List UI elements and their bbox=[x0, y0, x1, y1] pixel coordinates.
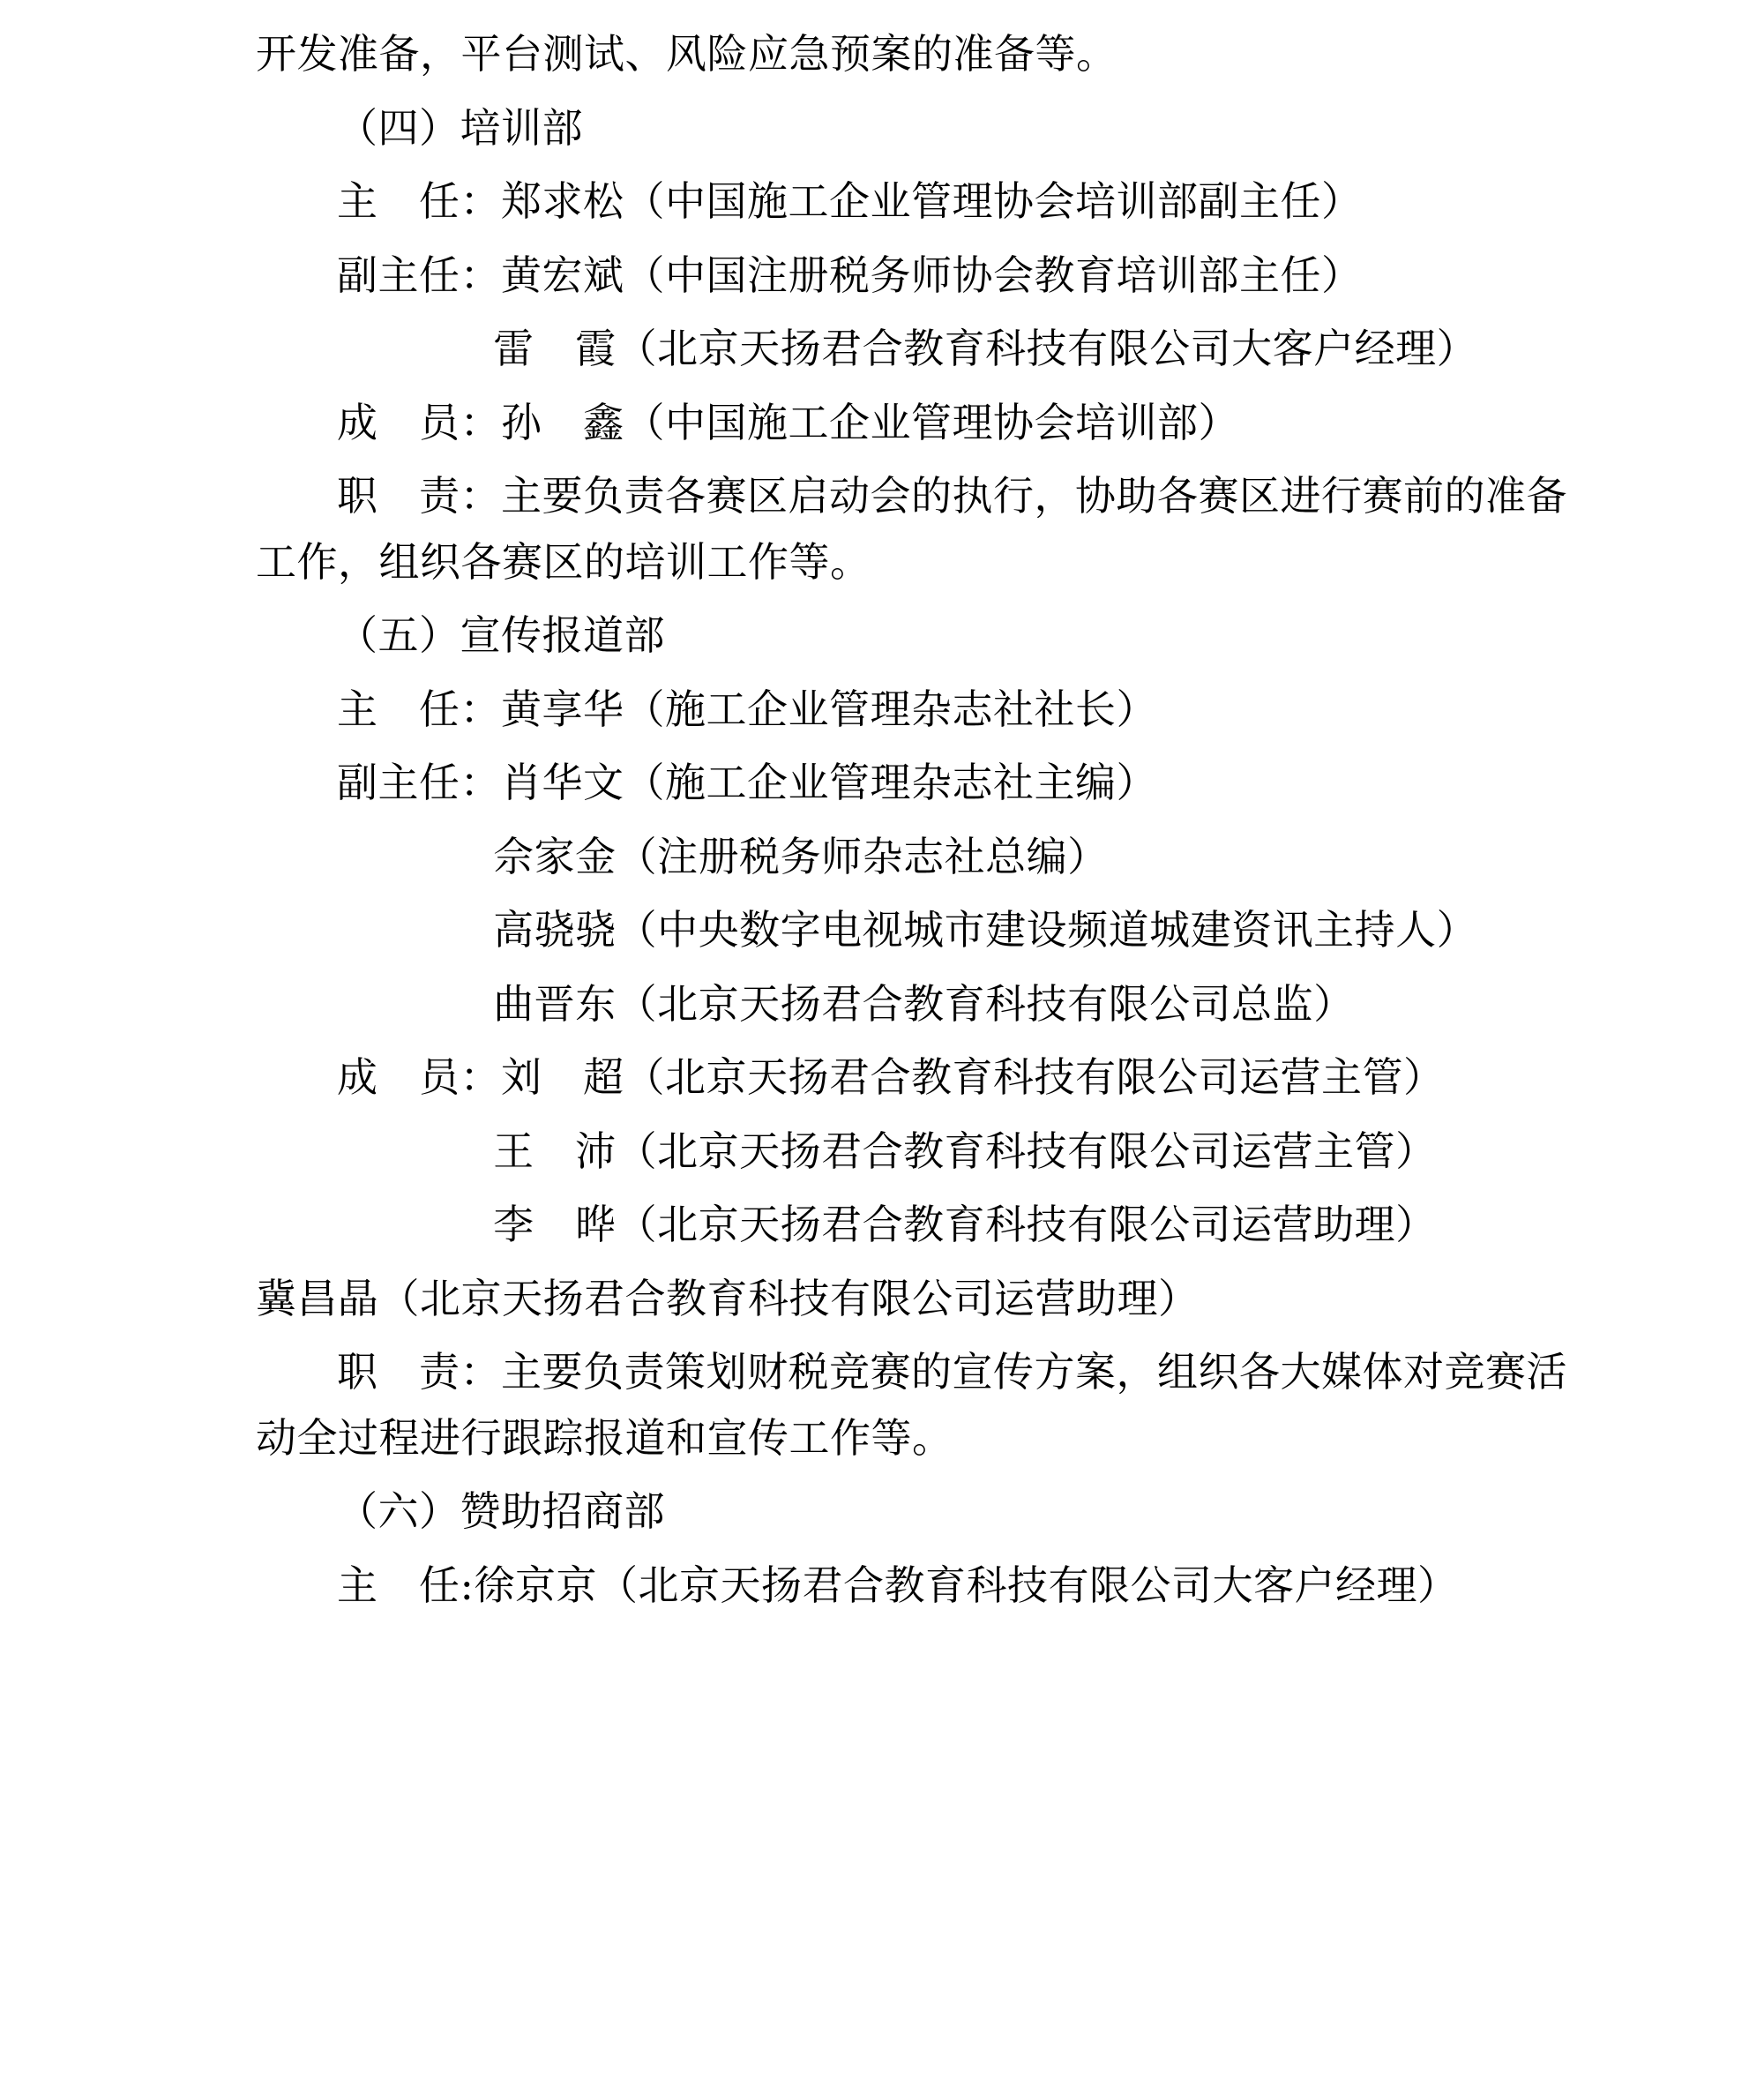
paragraph: 开发准备，平台测试、风险应急预案的准备等。 bbox=[256, 30, 1117, 78]
paragraph: 职 责：主要负责各赛区启动会的执行，协助各赛区进行赛前的准备工作，组织各赛区的培训工作等。 bbox=[256, 472, 1567, 586]
paragraph: 王 沛（北京天扬君合教育科技有限公司运营主管） bbox=[493, 1127, 1437, 1175]
paragraph: 成 员：刘 超（北京天扬君合教育科技有限公司运营主管） bbox=[337, 1053, 1445, 1102]
paragraph: 职 责：主要负责策划财税竞赛的宣传方案，组织各大媒体对竞赛活动全过程进行跟踪报道和宣传工作等。 bbox=[256, 1348, 1567, 1462]
paragraph: 主 任：黄享华（施工企业管理杂志社社长） bbox=[337, 685, 1157, 733]
paragraph: 副主任：黄宏斌（中国注册税务师协会教育培训部主任） bbox=[337, 251, 1363, 299]
section-heading-publicity-dept: （五）宣传报道部 bbox=[337, 611, 665, 660]
paragraph: 成 员：孙 鑫（中国施工企业管理协会培训部） bbox=[337, 398, 1239, 446]
paragraph: 雷 霞（北京天扬君合教育科技有限公司大客户经理） bbox=[493, 325, 1478, 373]
paragraph: 佘家金（注册税务师杂志社总编） bbox=[493, 832, 1109, 880]
paragraph: 冀昌晶（北京天扬君合教育科技有限公司运营助理） bbox=[256, 1274, 1200, 1322]
paragraph: 曲晋东（北京天扬君合教育科技有限公司总监） bbox=[493, 979, 1355, 1028]
section-heading-sponsorship-dept: （六）赞助招商部 bbox=[337, 1487, 665, 1536]
document-body bbox=[256, 21, 1605, 1618]
paragraph: 李 晔（北京天扬君合教育科技有限公司运营助理） bbox=[493, 1201, 1437, 1249]
paragraph: 主 任:徐京京（北京天扬君合教育科技有限公司大客户经理） bbox=[337, 1561, 1459, 1609]
paragraph: 副主任：肖华文（施工企业管理杂志社主编） bbox=[337, 759, 1157, 807]
section-heading-training-dept: （四）培训部 bbox=[337, 103, 583, 152]
paragraph: 高骁骁（中央数字电视城市建设频道城建资讯主持人） bbox=[493, 906, 1478, 954]
paragraph: 主 任：郑求松（中国施工企业管理协会培训部副主任） bbox=[337, 177, 1363, 226]
